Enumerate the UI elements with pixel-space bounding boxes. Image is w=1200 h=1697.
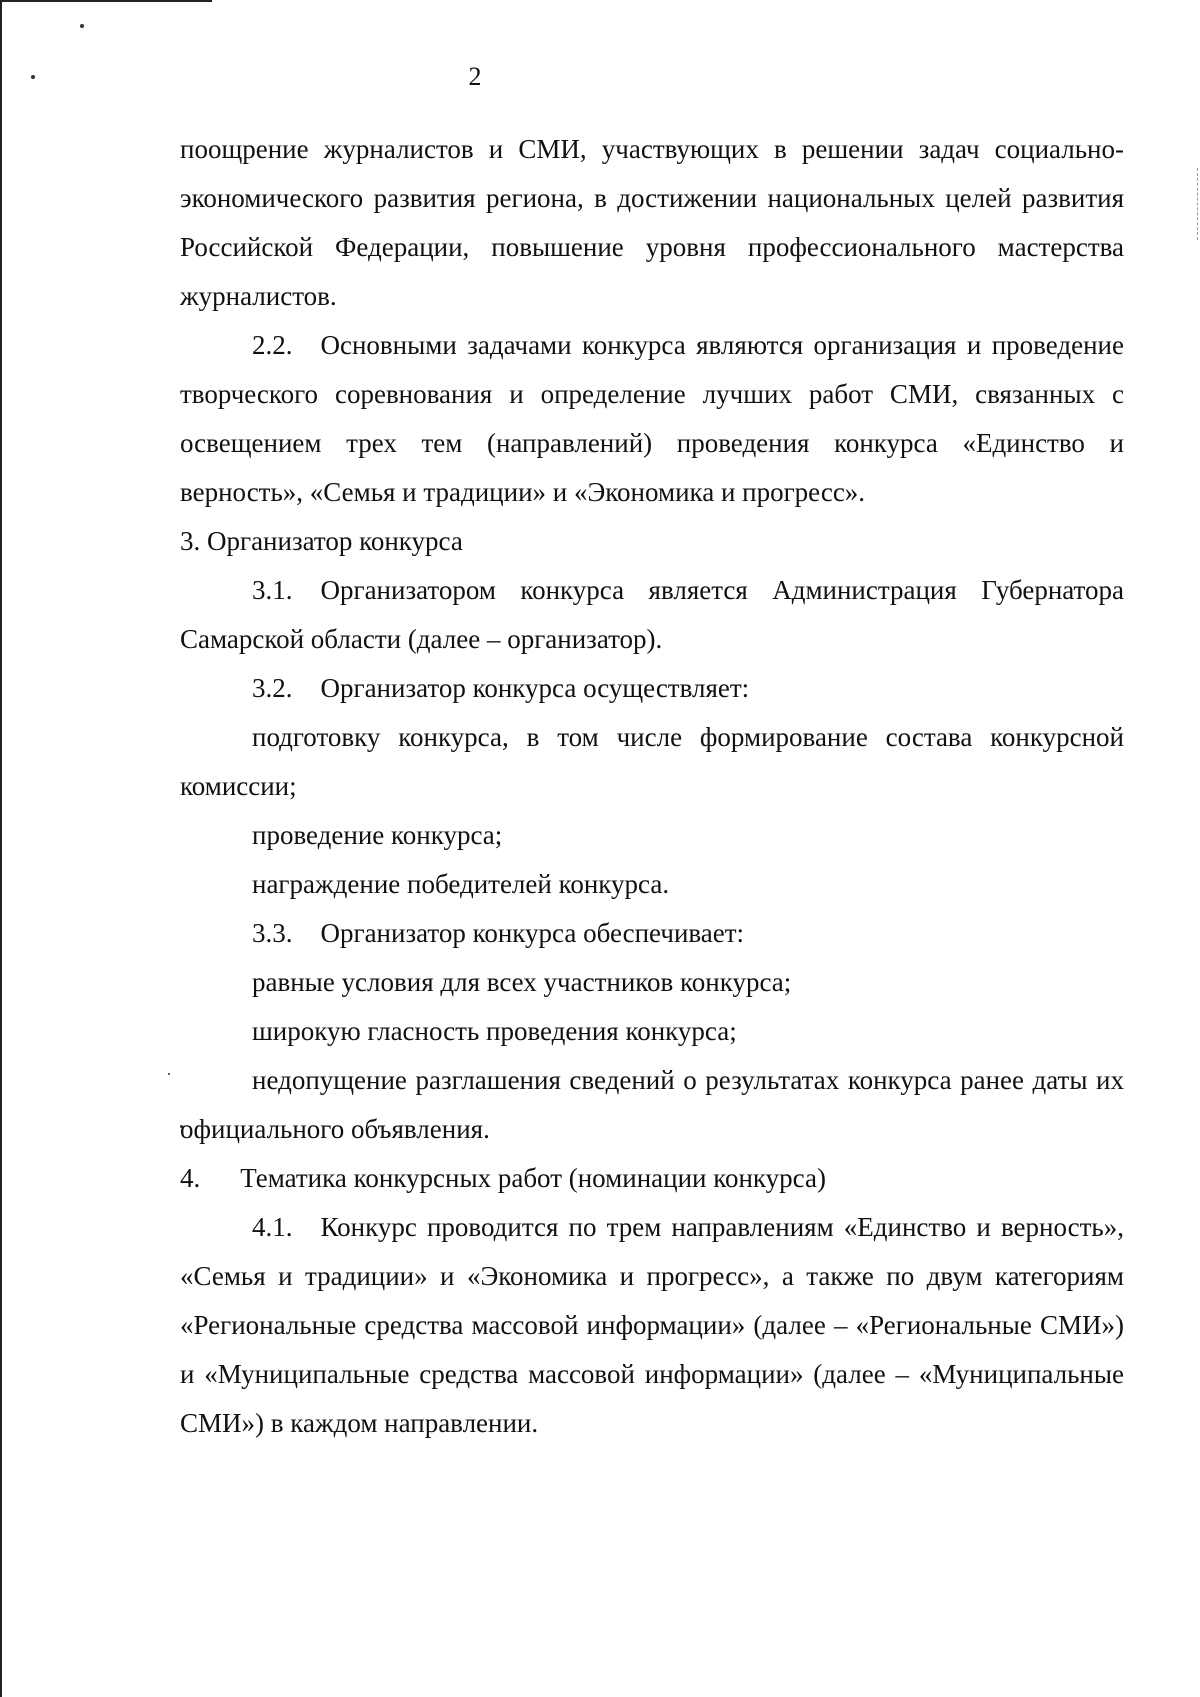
paragraph-3-1 bbox=[180, 566, 1124, 664]
clause-number: 3.3. bbox=[252, 918, 293, 948]
list-item: награждение победителей конкурса. bbox=[252, 869, 670, 899]
scan-border-top bbox=[0, 0, 212, 2]
clause-text: Основными задачами конкурса являются организация и проведение творческого соревнования и определение лучших работ СМИ, связанных с освещением трех тем (направлений) проведения конкурса «Единство и верность», «Семья и традиции» и «Экономика и прогресс». bbox=[180, 330, 1124, 507]
list-item: проведение конкурса; bbox=[252, 820, 503, 850]
paragraph-4-1 bbox=[180, 1203, 1124, 1448]
paragraph-3-2 bbox=[180, 664, 1124, 713]
clause-text: Организатор конкурса осуществляет: bbox=[320, 673, 750, 703]
page-number bbox=[0, 62, 1200, 92]
list-item: подготовку конкурса, в том числе формирование состава конкурсной комиссии; bbox=[180, 722, 1124, 801]
clause-text: Организатор конкурса обеспечивает: bbox=[320, 918, 745, 948]
clause-number: 2.2. bbox=[252, 330, 293, 360]
paragraph-goals-continued: поощрение журналистов и СМИ, участвующих в решении задач социально-экономического развития региона, в достижении национальных целей развития Российской Федерации, повышение уровня профессионального мастерства журналистов. bbox=[180, 134, 1124, 311]
page-number-text: 2 bbox=[468, 62, 482, 91]
paragraph-3-3 bbox=[180, 909, 1124, 958]
list-item: равные условия для всех участников конкурса; bbox=[252, 967, 792, 997]
section-number: 4. bbox=[180, 1163, 201, 1193]
section-3-heading: 3. Организатор конкурса bbox=[180, 526, 463, 556]
clause-text: Организатором конкурса является Администрация Губернатора Самарской области (далее – организатор). bbox=[180, 575, 1124, 654]
scan-artifact-right bbox=[1197, 168, 1199, 240]
list-item: недопущение разглашения сведений о результатах конкурса ранее даты их официального объявления. bbox=[180, 1065, 1124, 1144]
list-item: широкую гласность проведения конкурса; bbox=[252, 1016, 737, 1046]
paragraph-2-2 bbox=[180, 321, 1124, 517]
scan-speck bbox=[168, 1073, 170, 1075]
scan-border-left bbox=[0, 0, 2, 1697]
clause-text: Конкурс проводится по трем направлениям «Единство и верность», «Семья и традиции» и «Экономика и прогресс», а также по двум категориям «Региональные средства массовой информации» (далее – «Региональные СМИ») и «Муниципальные средства массовой информации» (далее – «Муниципальные СМИ») в каждом направлении. bbox=[180, 1212, 1124, 1438]
document-body bbox=[180, 125, 1124, 1448]
clause-number: 3.2. bbox=[252, 673, 293, 703]
section-4-heading bbox=[180, 1154, 1124, 1203]
clause-number: 4.1. bbox=[252, 1212, 293, 1242]
section-title: Тематика конкурсных работ (номинации конкурса) bbox=[240, 1163, 826, 1193]
clause-number: 3.1. bbox=[252, 575, 293, 605]
scan-speck bbox=[80, 24, 84, 28]
